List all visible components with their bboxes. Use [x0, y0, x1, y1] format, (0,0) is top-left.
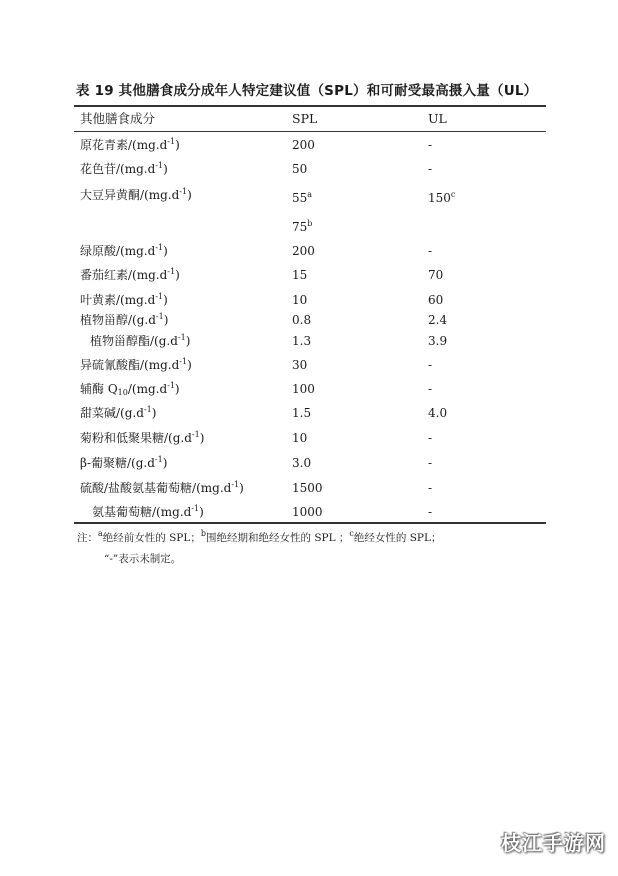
row-component: 植物甾醇$/(g.d^{-1})$ [80, 312, 169, 327]
header-ul: UL [428, 111, 447, 126]
row-ul: - [428, 481, 433, 495]
row-component: 叶黄素$/(mg.d^{-1})$ [80, 292, 168, 307]
table-row [0, 187, 618, 207]
table-header-row [0, 111, 618, 131]
row-component: 甜菜碱$/(g.d^{-1})$ [80, 405, 157, 420]
row-spl: 200 [292, 138, 315, 152]
row-component: β-葡聚糖$/(g.d^{-1})$ [80, 455, 168, 470]
site-watermark: 枝江手游网 [501, 831, 606, 855]
row-component: 硫酸/盐酸氨基葡萄糖$/(mg.d^{-1})$ [80, 480, 244, 495]
row-ul: - [428, 382, 433, 396]
row-spl: 1.3 [292, 334, 312, 348]
row-spl: 0.8 [292, 313, 312, 327]
table-row [0, 312, 618, 332]
row-spl: 3.0 [292, 456, 312, 470]
table-bottom-rule [74, 522, 546, 524]
header-spl: SPL [292, 111, 318, 126]
table-title: 表 19 其他膳食成分成年人特定建议值（SPL）和可耐受最高摄入量（UL） [76, 83, 538, 99]
table-row [0, 480, 618, 500]
row-ul: 60 [428, 293, 444, 307]
table-row [0, 137, 618, 157]
row-spl: 1000 [292, 505, 323, 519]
table-row [0, 243, 618, 263]
row-ul: - [428, 431, 433, 445]
table-row [0, 504, 618, 524]
row-component: 辅酶 $Q_{10}/(mg.d^{-1})$ [80, 381, 180, 397]
table-row [0, 405, 618, 425]
row-spl: 1.5 [292, 406, 312, 420]
row-component: 异硫氰酸酯$/(mg.d^{-1})$ [80, 357, 192, 372]
row-component: 原花青素$/(mg.d^{-1})$ [80, 137, 180, 152]
row-spl: 1500 [292, 481, 323, 495]
row-component: 番茄红素$/(mg.d^{-1})$ [80, 267, 180, 282]
row-ul: 2.4 [428, 313, 448, 327]
table-top-rule [74, 105, 546, 107]
row-ul: - [428, 456, 433, 470]
row-component: 植物甾醇酯$/(g.d^{-1})$ [90, 333, 191, 348]
table-row [0, 381, 618, 401]
header-component: 其他膳食成分 [80, 111, 156, 126]
table-row [0, 357, 618, 377]
row-component: 花色苷$/(mg.d^{-1})$ [80, 161, 168, 176]
table-header-rule [74, 131, 546, 132]
table-row [0, 161, 618, 181]
row-spl: 10 [292, 431, 308, 445]
table-footnote-dash: “-”表示未制定。 [104, 553, 182, 565]
row-ul: - [428, 505, 433, 519]
table-row [0, 292, 618, 312]
row-spl: 55$^a$ [292, 190, 313, 205]
row-ul: - [428, 244, 433, 258]
row-ul: 70 [428, 268, 444, 282]
row-component: 菊粉和低聚果糖$/(g.d^{-1})$ [80, 430, 205, 445]
table-row [0, 430, 618, 450]
row-ul: 3.9 [428, 334, 448, 348]
row-spl: 200 [292, 244, 315, 258]
row-component: 绿原酸$/(mg.d^{-1})$ [80, 243, 168, 258]
table-row [0, 333, 618, 353]
row-ul: - [428, 358, 433, 372]
row-ul: 4.0 [428, 406, 448, 420]
row-spl: 30 [292, 358, 308, 372]
table-row [0, 219, 618, 239]
row-ul: - [428, 138, 433, 152]
row-spl: 100 [292, 382, 315, 396]
row-spl: 10 [292, 293, 308, 307]
row-spl: 75$^b$ [292, 219, 313, 234]
row-component: 大豆异黄酮$/(mg.d^{-1})$ [80, 187, 192, 202]
table-footnote: 注：$^a$绝经前女性的 SPL；$^b$围绝经期和绝经女性的 SPL ；$^c$绝经女性的 SPL； [77, 529, 442, 544]
row-spl: 15 [292, 268, 308, 282]
row-ul: 150$^c$ [428, 190, 456, 205]
row-component: 氨基葡萄糖$/(mg.d^{-1})$ [92, 504, 204, 519]
table-row [0, 267, 618, 287]
row-ul: - [428, 162, 433, 176]
row-spl: 50 [292, 162, 308, 176]
table-row [0, 455, 618, 475]
